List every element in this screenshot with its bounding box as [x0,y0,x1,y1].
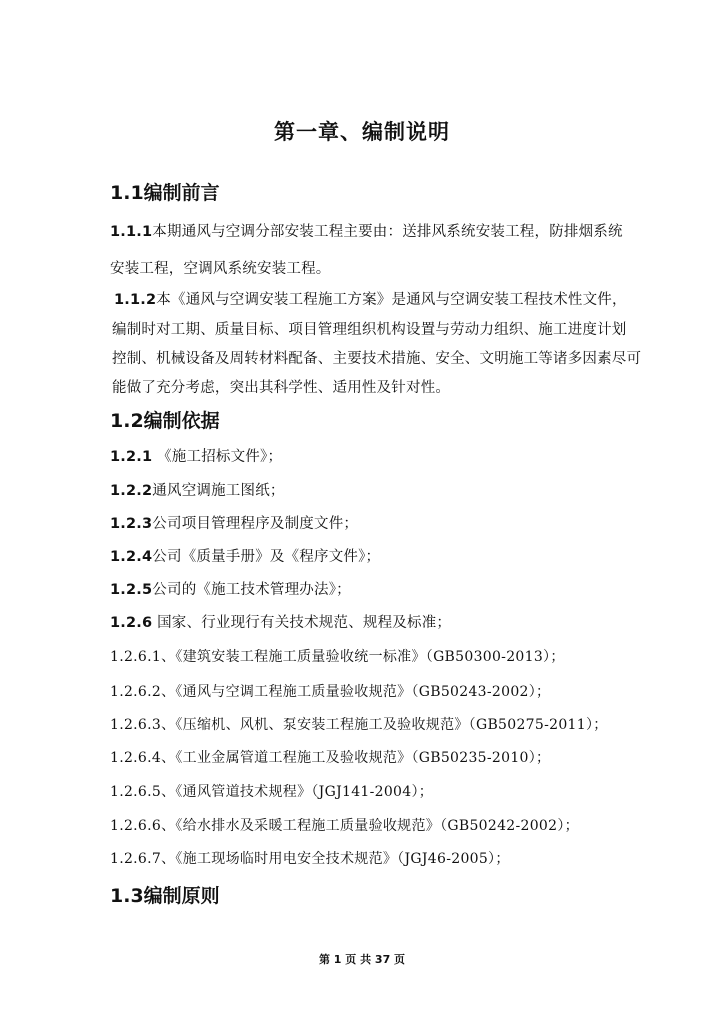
basis-item [110,512,358,533]
section-heading-1-3: 1.3编制原则 [110,885,220,907]
paragraph-1-1-2-line-3: 控制、机械设备及周转材料配备、主要技术措施、安全、文明施工等诸多因素尽可 [112,351,642,367]
reference-standard: 1.2.6.1、《建筑安装工程施工质量验收统一标准》（GB50300-2013）； [110,649,565,665]
basis-text: 《施工招标文件》； [152,449,283,465]
basis-text: 国家、行业现行有关技术规范、规程及标准； [152,615,452,631]
paragraph-1-1-1-line-1 [110,220,623,241]
basis-item [110,479,285,500]
clause-number: 1.1.1 [110,224,153,240]
basis-item [110,611,451,632]
clause-number: 1.2.1 [110,449,153,465]
paragraph-1-1-2-line-2: 编制时对工期、质量目标、项目管理组织机构设置与劳动力组织、施工进度计划 [112,322,627,338]
section-heading-1-1: 1.1编制前言 [110,182,220,204]
reference-standard: 1.2.6.2、《通风与空调工程施工质量验收规范》（GB50243-2002）； [110,684,551,700]
paragraph-text: 本《通风与空调安装工程施工方案》是通风与空调安装工程技术性文件， [156,292,627,308]
reference-standard: 1.2.6.6、《给水排水及采暖工程施工质量验收规范》（GB50242-2002）； [110,818,579,834]
basis-item [110,578,351,599]
paragraph-1-1-2-line-1 [114,288,627,309]
section-heading-1-2: 1.2编制依据 [110,410,220,432]
basis-text: 公司项目管理程序及制度文件； [152,516,359,532]
reference-standard: 1.2.6.4、《工业金属管道工程施工及验收规范》（GB50235-2010）； [110,750,551,766]
paragraph-1-1-1-line-2: 安装工程，空调风系统安装工程。 [110,261,331,277]
page-footer: 第 1 页 共 37 页 [318,953,406,966]
clause-number: 1.2.3 [110,516,153,532]
clause-number: 1.2.4 [110,549,153,565]
basis-text: 通风空调施工图纸； [152,483,285,499]
paragraph-text: 本期通风与空调分部安装工程主要由：送排风系统安装工程，防排烟系统 [152,224,623,240]
basis-item [110,545,380,566]
clause-number: 1.2.6 [110,615,153,631]
chapter-title: 第一章、编制说明 [274,120,450,144]
reference-standard: 1.2.6.5、《通风管道技术规程》（JGJ141-2004）； [110,784,434,800]
basis-text: 公司的《施工技术管理办法》； [152,582,351,598]
clause-number: 1.1.2 [114,292,157,308]
clause-number: 1.2.5 [110,582,153,598]
paragraph-1-1-2-line-4: 能做了充分考虑，突出其科学性、适用性及针对性。 [112,380,451,396]
reference-standard: 1.2.6.7、《施工现场临时用电安全技术规范》（JGJ46-2005）； [110,851,510,867]
basis-text: 公司《质量手册》及《程序文件》； [152,549,381,565]
reference-standard: 1.2.6.3、《压缩机、风机、泵安装工程施工及验收规范》（GB50275-2011）； [110,717,608,733]
clause-number: 1.2.2 [110,483,153,499]
basis-item [110,445,282,466]
